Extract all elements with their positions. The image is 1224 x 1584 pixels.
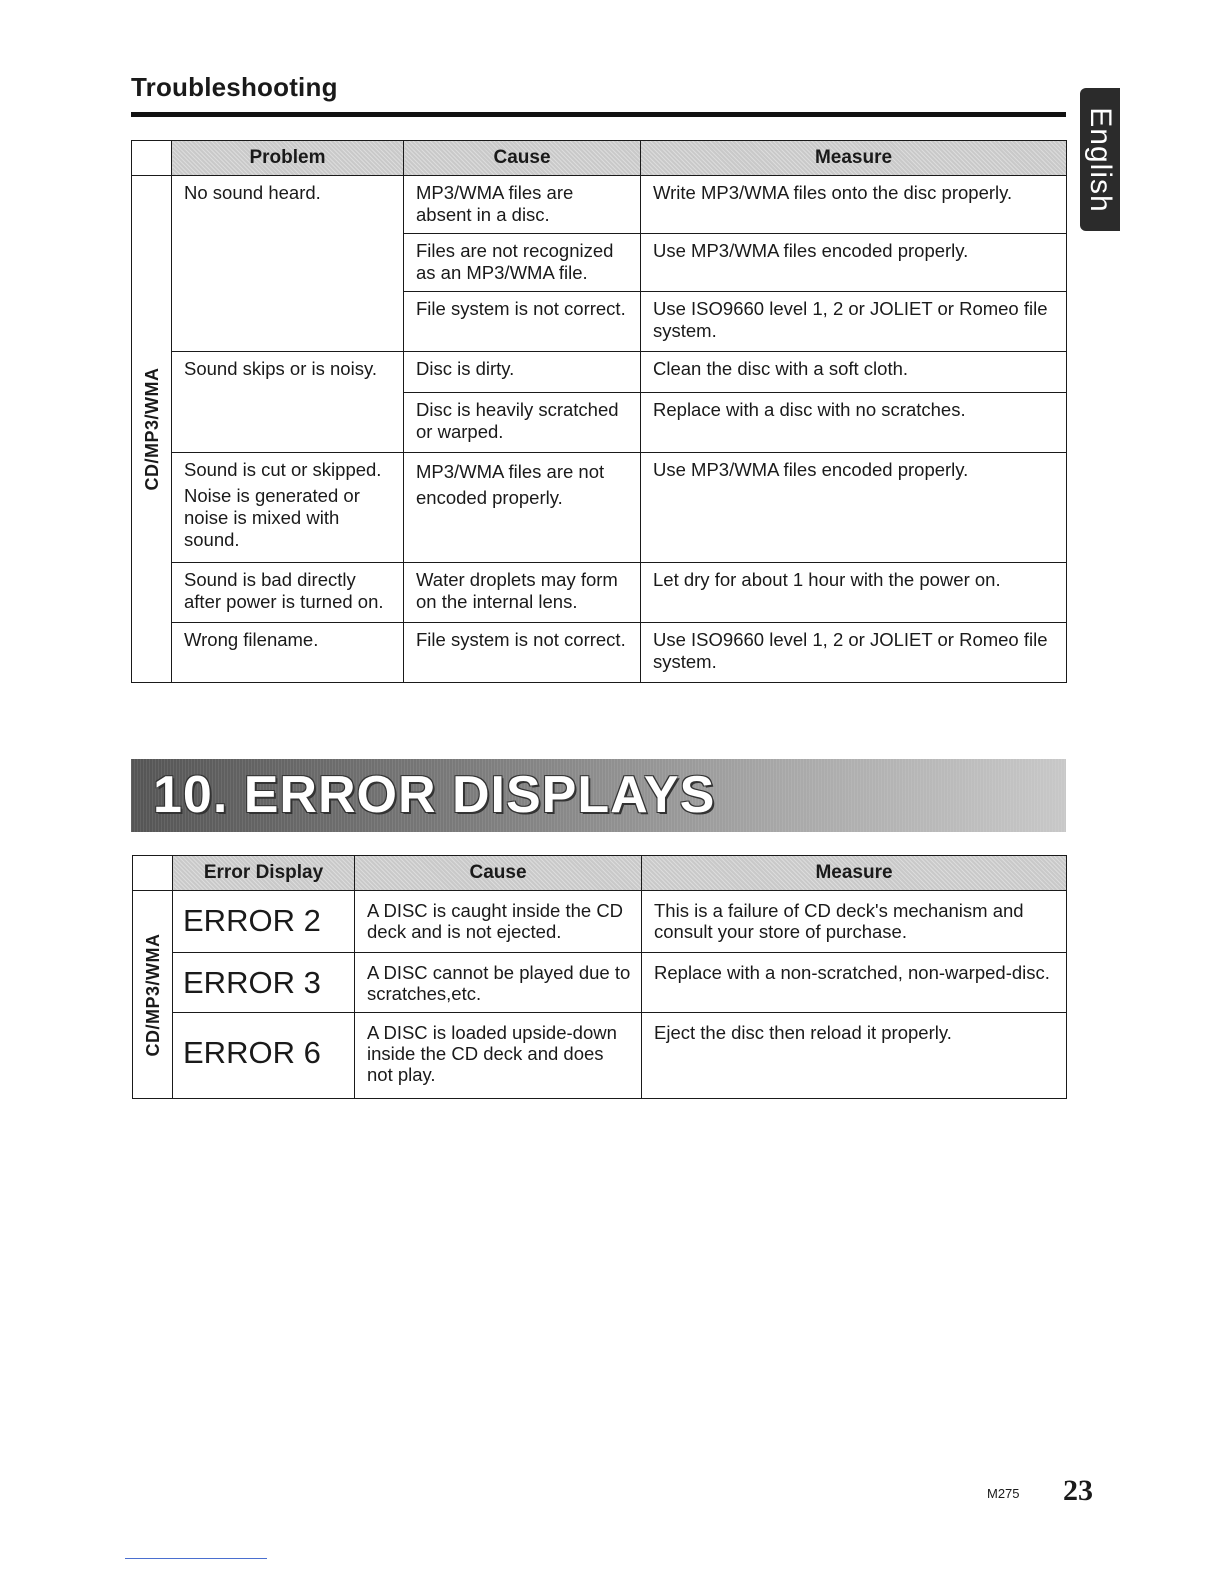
measure-cell: Use ISO9660 level 1, 2 or JOLIET or Romeo file system. <box>641 292 1067 352</box>
column-header-measure: Measure <box>642 856 1067 891</box>
measure-cell: Clean the disc with a soft cloth. <box>641 352 1067 393</box>
measure-cell: Use MP3/WMA files encoded properly. <box>641 453 1067 563</box>
table-row <box>132 563 1067 623</box>
cause-cell: File system is not correct. <box>404 623 641 683</box>
error-code-cell: ERROR 3 <box>173 953 355 1013</box>
cause-cell: Water droplets may form on the internal lens. <box>404 563 641 623</box>
table-row <box>132 352 1067 393</box>
cause-cell: A DISC is loaded upside-down inside the CD deck and does not play. <box>355 1013 642 1099</box>
cause-cell: File system is not correct. <box>404 292 641 352</box>
problem-cell: No sound heard. <box>172 176 404 352</box>
problem-cell: Sound is cut or skipped. Noise is generated or noise is mixed with sound. <box>172 453 404 563</box>
header-blank-cell <box>133 856 173 891</box>
table-row <box>133 891 1067 953</box>
section-heading: 10. ERROR DISPLAYS <box>153 766 716 824</box>
title-rule <box>131 112 1066 117</box>
page-title: Troubleshooting <box>131 72 338 102</box>
cause-cell: Disc is dirty. <box>404 352 641 393</box>
problem-cell: Sound skips or is noisy. <box>172 352 404 453</box>
troubleshooting-table <box>131 140 1067 683</box>
cause-cell: MP3/WMA files are not encoded properly. <box>404 453 641 563</box>
measure-cell: Eject the disc then reload it properly. <box>642 1013 1067 1099</box>
side-label: CD/MP3/WMA <box>141 367 162 491</box>
column-header-cause: Cause <box>404 141 641 176</box>
side-label: CD/MP3/WMA <box>142 933 163 1056</box>
table-row <box>133 1013 1067 1099</box>
cause-cell: A DISC cannot be played due to scratches,etc. <box>355 953 642 1013</box>
column-header-error-display: Error Display <box>173 856 355 891</box>
error-display-table <box>132 855 1067 1099</box>
column-header-cause: Cause <box>355 856 642 891</box>
column-header-measure: Measure <box>641 141 1067 176</box>
measure-cell: Let dry for about 1 hour with the power on. <box>641 563 1067 623</box>
troubleshooting-header-row <box>132 141 1067 176</box>
side-label-cell <box>132 176 172 683</box>
table-row <box>133 953 1067 1013</box>
measure-cell: Replace with a non-scratched, non-warped-disc. <box>642 953 1067 1013</box>
table-row <box>132 176 1067 234</box>
cause-cell: MP3/WMA files are absent in a disc. <box>404 176 641 234</box>
footer-rule <box>125 1558 267 1559</box>
language-tab-label: English <box>1084 106 1117 213</box>
cause-cell: Disc is heavily scratched or warped. <box>404 393 641 453</box>
column-header-problem: Problem <box>172 141 404 176</box>
section-banner <box>131 759 1066 832</box>
measure-cell: This is a failure of CD deck's mechanism and consult your store of purchase. <box>642 891 1067 953</box>
measure-cell: Use MP3/WMA files encoded properly. <box>641 234 1067 292</box>
error-code-cell: ERROR 6 <box>173 1013 355 1099</box>
table-row <box>132 453 1067 563</box>
language-tab <box>1080 88 1120 231</box>
error-code-cell: ERROR 2 <box>173 891 355 953</box>
problem-cell: Wrong filename. <box>172 623 404 683</box>
error-header-row <box>133 856 1067 891</box>
problem-cell: Sound is bad directly after power is turned on. <box>172 563 404 623</box>
measure-cell: Write MP3/WMA files onto the disc properly. <box>641 176 1067 234</box>
cause-cell: A DISC is caught inside the CD deck and is not ejected. <box>355 891 642 953</box>
measure-cell: Replace with a disc with no scratches. <box>641 393 1067 453</box>
table-row <box>132 623 1067 683</box>
side-label-cell <box>133 891 173 1099</box>
header-blank-cell <box>132 141 172 176</box>
page-number: 23 <box>1063 1474 1093 1507</box>
cause-cell: Files are not recognized as an MP3/WMA file. <box>404 234 641 292</box>
measure-cell: Use ISO9660 level 1, 2 or JOLIET or Romeo file system. <box>641 623 1067 683</box>
model-number: M275 <box>987 1486 1020 1501</box>
